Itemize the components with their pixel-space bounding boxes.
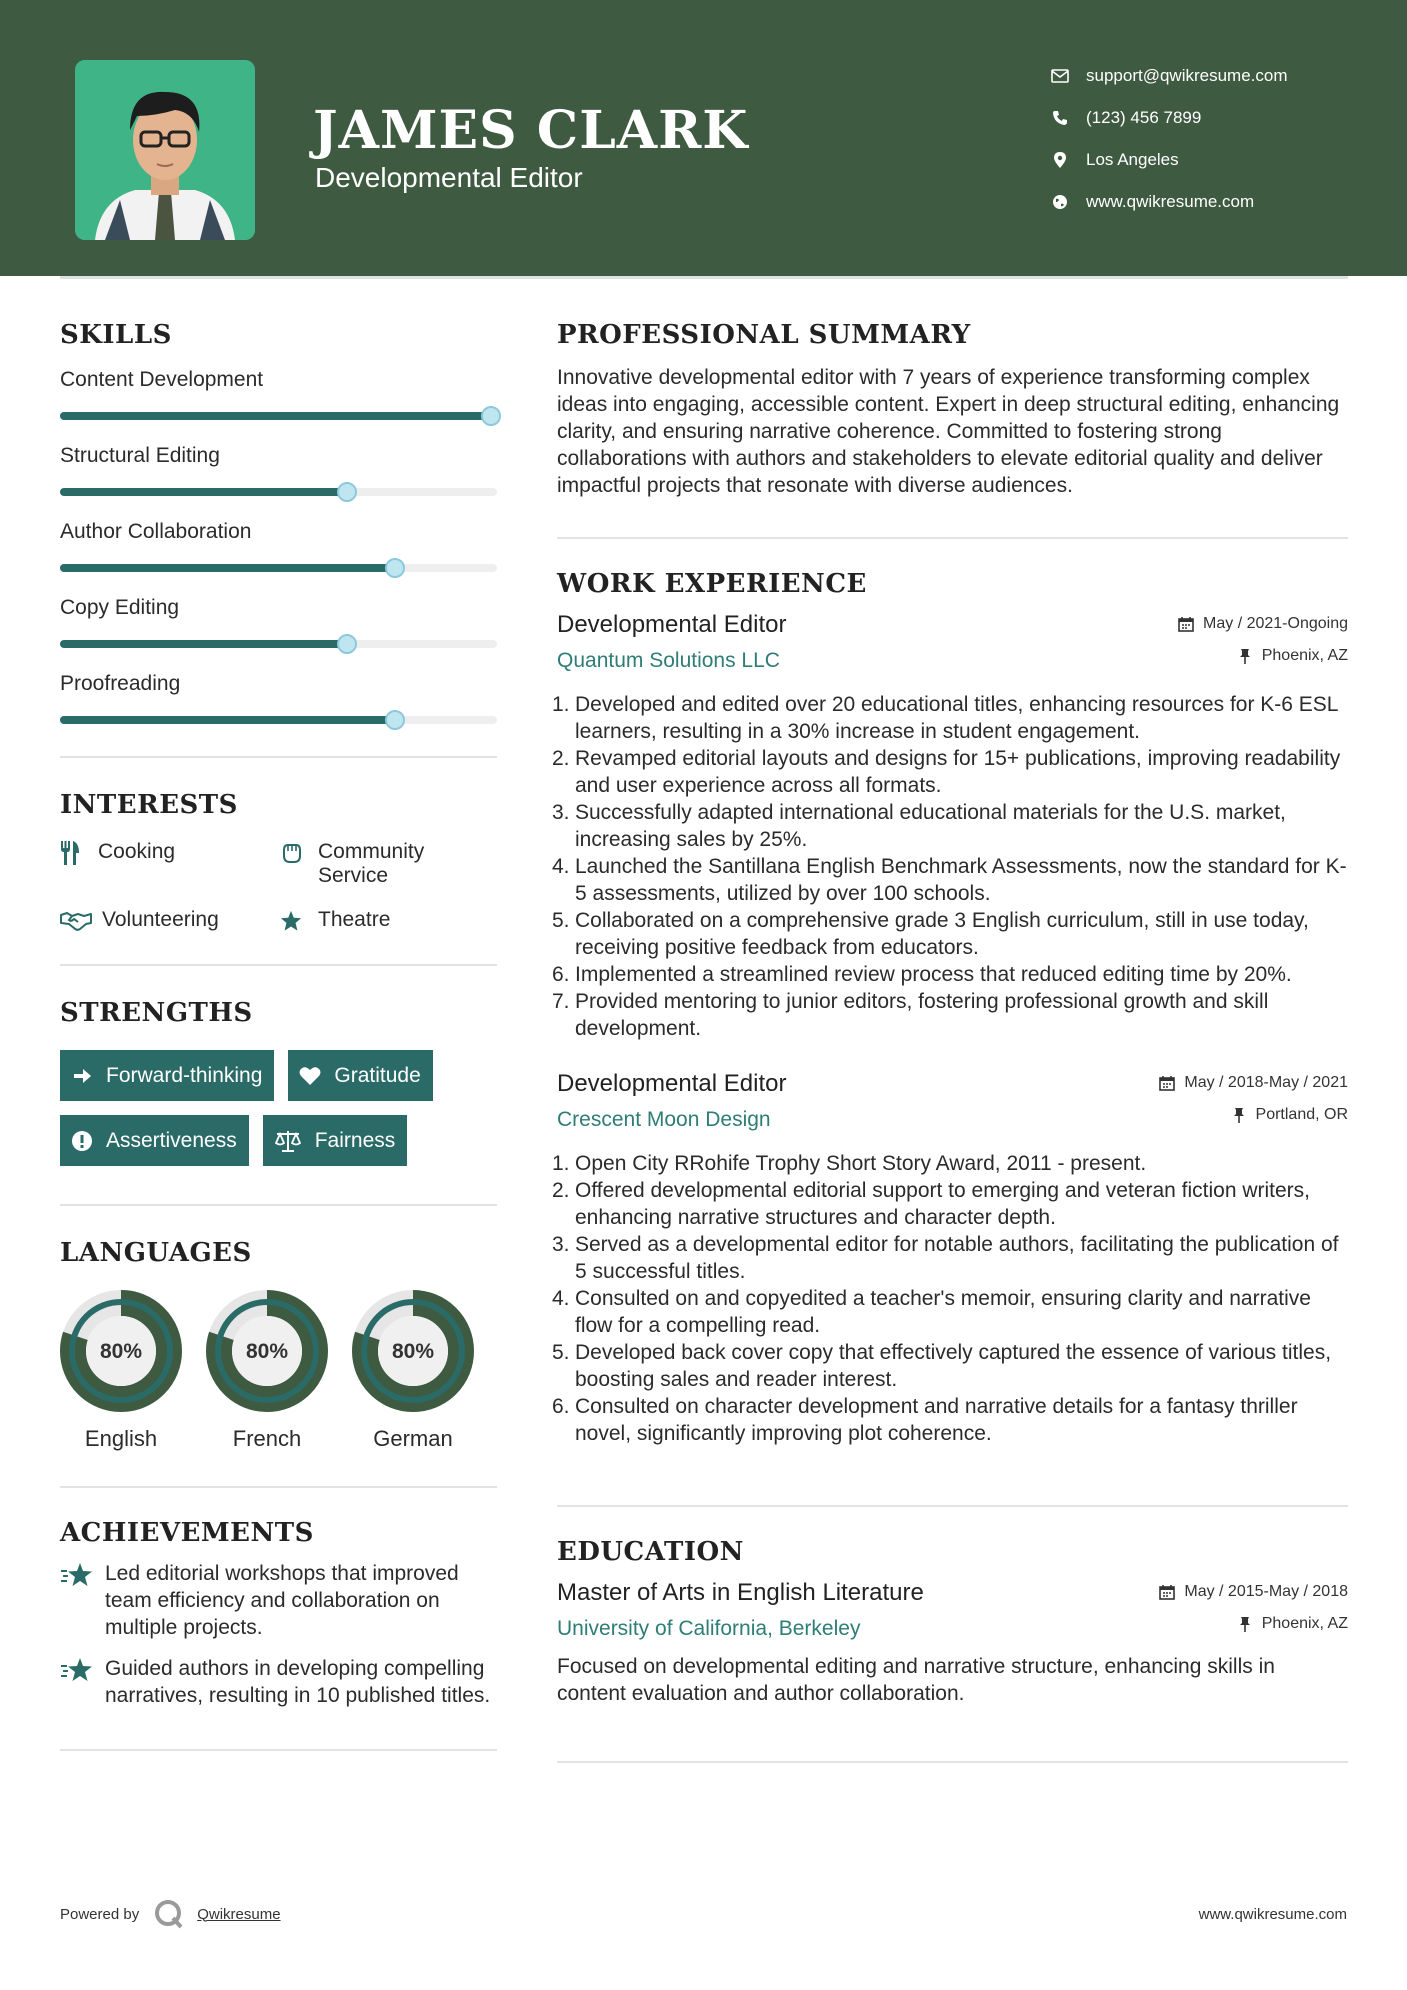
qwikresume-link[interactable]: Qwikresume: [197, 1905, 281, 1923]
skill-item: [60, 444, 497, 520]
job-company: Quantum Solutions LLC: [557, 649, 780, 672]
interest-label: Community Service: [318, 840, 425, 887]
education-degree: Master of Arts in English Literature: [557, 1579, 924, 1606]
skill-bar-knob: [385, 558, 405, 578]
strength-label: Gratitude: [334, 1063, 421, 1087]
skill-item: [60, 368, 497, 444]
skill-bar: [60, 488, 497, 496]
left-column: [60, 320, 497, 1751]
language-item: [206, 1290, 328, 1452]
calendar-icon: [1158, 1074, 1176, 1092]
language-name: French: [232, 1426, 302, 1451]
summary-title: PROFESSIONAL SUMMARY: [557, 320, 971, 350]
contact-email-text: support@qwikresume.com: [1086, 66, 1288, 85]
right-column: [552, 320, 1348, 1763]
job-location: [1236, 647, 1348, 665]
section-divider: [60, 756, 497, 758]
education-dates: [1158, 1583, 1348, 1601]
section-divider: [60, 1749, 497, 1751]
hand-icon: [280, 840, 310, 866]
skill-label: Author Collaboration: [60, 520, 252, 543]
job-dates: [1177, 615, 1348, 633]
section-divider: [557, 1761, 1348, 1763]
education-location-text: Phoenix, AZ: [1261, 1615, 1348, 1632]
job-bullet: 6. Consulted on character development and narrative details for a fantasy thriller novel, significantly improving plot coherence.: [552, 1395, 1298, 1445]
section-divider: [60, 964, 497, 966]
job-location: [1230, 1106, 1348, 1124]
education-header: [557, 1579, 1348, 1645]
skill-label: Structural Editing: [60, 444, 220, 467]
skill-bar: [60, 640, 497, 648]
section-divider: [60, 1486, 497, 1488]
calendar-icon: [1177, 615, 1195, 633]
language-name: German: [373, 1426, 453, 1451]
achievement-item: [60, 1655, 497, 1709]
skill-bar-knob: [337, 482, 357, 502]
job-entry: [552, 611, 1348, 1042]
skill-item: [60, 672, 497, 748]
skill-label: Content Development: [60, 368, 264, 391]
interest-item: [60, 840, 280, 888]
profile-photo-avatar: [75, 60, 255, 240]
section-divider: [557, 1505, 1348, 1507]
trophy-star-icon: [60, 1562, 96, 1592]
skill-bar: [60, 716, 497, 724]
job-bullet: 5. Developed back cover copy that effectively captured the essence of various titles, boosting sales and reader interest.: [552, 1341, 1332, 1391]
interest-label: Volunteering: [102, 908, 219, 931]
arrow-right-icon: [70, 1064, 94, 1088]
job-bullet: 1. Developed and edited over 20 educational titles, enhancing resources for K-6 ESL learners, resulting in a 30% increase in student engagement.: [552, 693, 1338, 743]
job-bullet: 6. Implemented a streamlined review process that reduced editing time by 20%.: [552, 963, 1292, 986]
interest-label: Cooking: [98, 840, 176, 863]
languages-list: [60, 1290, 497, 1452]
education-text: Focused on developmental editing and narrative structure, enhancing skills in content evaluation and author collaboration.: [557, 1655, 1275, 1705]
skill-bar-knob: [337, 634, 357, 654]
job-header: [557, 1070, 1348, 1136]
education-dates-text: May / 2015-May / 2018: [1184, 1583, 1348, 1600]
job-dates-text: May / 2021-Ongoing: [1203, 615, 1348, 632]
pushpin-icon: [1230, 1106, 1248, 1124]
education-title: EDUCATION: [557, 1537, 744, 1567]
language-percent: 80%: [99, 1340, 143, 1363]
skill-bar-fill: [60, 412, 491, 420]
contact-phone[interactable]: [1050, 97, 1288, 139]
job-dates-text: May / 2018-May / 2021: [1184, 1074, 1348, 1091]
language-donut: [206, 1290, 328, 1412]
job-location-text: Phoenix, AZ: [1261, 647, 1348, 664]
skill-bar-fill: [60, 640, 347, 648]
job-bullets: [552, 1150, 1348, 1447]
skill-bar-fill: [60, 488, 347, 496]
job-bullet: 2. Offered developmental editorial support to emerging and veteran fiction writers, enhancing narrative structures and character depth.: [552, 1179, 1311, 1229]
contact-list: [1050, 55, 1288, 223]
job-bullets: [552, 691, 1348, 1042]
skill-bar: [60, 564, 497, 572]
star-icon: [280, 908, 310, 934]
skill-bar: [60, 412, 497, 420]
job-bullet: 5. Collaborated on a comprehensive grade 3 English curriculum, still in use today, receiving positive feedback from educators.: [552, 909, 1309, 959]
strengths-list: [60, 1050, 497, 1166]
summary-text: Innovative developmental editor with 7 years of experience transforming complex ideas into engaging, accessible content. Expert in deep structural editing, enhancing clarity, and ensuring narrative coherence. Committed to fostering strong collaborations with authors and stakeholders to elevate editorial quality and deliver impactful projects that resonate with diverse audiences.: [557, 366, 1340, 497]
job-bullet: 3. Served as a developmental editor for notable authors, facilitating the publication of 5 successful titles.: [552, 1233, 1339, 1283]
experience-title: WORK EXPERIENCE: [557, 569, 867, 599]
skills-title: SKILLS: [60, 320, 172, 350]
job-header: [557, 611, 1348, 677]
pushpin-icon: [1236, 1615, 1254, 1633]
strength-badge: [263, 1115, 408, 1166]
footer-branding: [60, 1898, 281, 1930]
strength-badge: [60, 1050, 274, 1101]
skill-bar-fill: [60, 564, 395, 572]
contact-location: [1050, 139, 1288, 181]
language-percent: 80%: [245, 1340, 289, 1363]
languages-title: LANGUAGES: [60, 1238, 252, 1268]
achievement-item: [60, 1560, 497, 1641]
skill-item: [60, 520, 497, 596]
education-entry: [557, 1579, 1348, 1707]
interests-title: INTERESTS: [60, 790, 238, 820]
language-name: English: [84, 1426, 158, 1451]
heart-icon: [298, 1064, 322, 1088]
strength-badge: [288, 1050, 432, 1101]
powered-by-text: Powered by: [60, 1905, 140, 1923]
achievement-text: Led editorial workshops that improved team efficiency and collaboration on multiple projects.: [105, 1562, 459, 1639]
job-title: Developmental Editor: [557, 611, 787, 638]
language-item: [60, 1290, 182, 1452]
language-donut: [352, 1290, 474, 1412]
skill-item: [60, 596, 497, 672]
section-divider: [60, 1204, 497, 1206]
skill-bar-knob: [481, 406, 501, 426]
job-bullet: 2. Revamped editorial layouts and designs for 15+ publications, improving readability and user experience across all formats.: [552, 747, 1341, 797]
job-dates: [1158, 1074, 1348, 1092]
balance-scale-icon: [273, 1129, 303, 1153]
strength-label: Forward-thinking: [106, 1063, 263, 1087]
job-bullet: 7. Provided mentoring to junior editors, fostering professional growth and skill development.: [552, 990, 1269, 1040]
achievement-text: Guided authors in developing compelling narratives, resulting in 10 published titles.: [105, 1657, 491, 1707]
section-divider: [557, 537, 1348, 539]
education-school: University of California, Berkeley: [557, 1617, 861, 1640]
language-percent: 80%: [391, 1340, 435, 1363]
skill-bar-knob: [385, 710, 405, 730]
profile-photo: [75, 60, 255, 240]
language-donut: [60, 1290, 182, 1412]
job-bullet: 1. Open City RRohife Trophy Short Story Award, 2011 - present.: [552, 1152, 1147, 1175]
qwikresume-logo-icon: [153, 1898, 185, 1930]
job-company: Crescent Moon Design: [557, 1108, 771, 1131]
contact-location-text: Los Angeles: [1086, 150, 1179, 169]
skill-label: Proofreading: [60, 672, 181, 695]
strength-label: Fairness: [314, 1128, 396, 1152]
contact-website[interactable]: [1050, 181, 1288, 223]
handshake-icon: [60, 908, 94, 934]
job-location-text: Portland, OR: [1255, 1106, 1348, 1123]
interest-item: [280, 840, 497, 888]
envelope-icon: [1050, 66, 1070, 86]
header-banner: [0, 0, 1407, 276]
skills-list: [60, 368, 497, 748]
map-pin-icon: [1050, 150, 1070, 170]
job-bullet: 4. Launched the Santillana English Benchmark Assessments, now the standard for K-5 assessments, utilized by over 100 schools.: [552, 855, 1347, 905]
candidate-name: JAMES CLARK: [313, 100, 749, 161]
education-location: [1236, 1615, 1348, 1633]
skill-bar-fill: [60, 716, 395, 724]
strength-label: Assertiveness: [106, 1128, 237, 1152]
calendar-icon: [1158, 1583, 1176, 1601]
phone-icon: [1050, 108, 1070, 128]
job-entry: [552, 1070, 1348, 1447]
achievements-title: ACHIEVEMENTS: [60, 1518, 314, 1548]
achievements-list: [60, 1560, 497, 1709]
interests-list: [60, 840, 497, 934]
skill-label: Copy Editing: [60, 596, 180, 619]
exclamation-circle-icon: [70, 1129, 94, 1153]
strength-badge: [60, 1115, 249, 1166]
interest-item: [280, 908, 497, 934]
job-bullet: 3. Successfully adapted international educational materials for the U.S. market, increasing sales by 25%.: [552, 801, 1286, 851]
interest-label: Theatre: [318, 908, 391, 931]
globe-icon: [1050, 192, 1070, 212]
job-title: Developmental Editor: [557, 1070, 787, 1097]
contact-email[interactable]: [1050, 55, 1288, 97]
strengths-title: STRENGTHS: [60, 998, 253, 1028]
pushpin-icon: [1236, 647, 1254, 665]
job-bullet: 4. Consulted on and copyedited a teacher's memoir, ensuring clarity and narrative flow for a compelling read.: [552, 1287, 1311, 1337]
utensils-icon: [60, 840, 90, 866]
header-divider: [60, 276, 1348, 279]
interest-item: [60, 908, 280, 934]
contact-phone-text: (123) 456 7899: [1086, 108, 1202, 127]
candidate-title: Developmental Editor: [315, 162, 583, 193]
contact-website-text: www.qwikresume.com: [1086, 192, 1255, 211]
trophy-star-icon: [60, 1657, 96, 1687]
language-item: [352, 1290, 474, 1452]
footer-url[interactable]: www.qwikresume.com: [1198, 1906, 1347, 1923]
